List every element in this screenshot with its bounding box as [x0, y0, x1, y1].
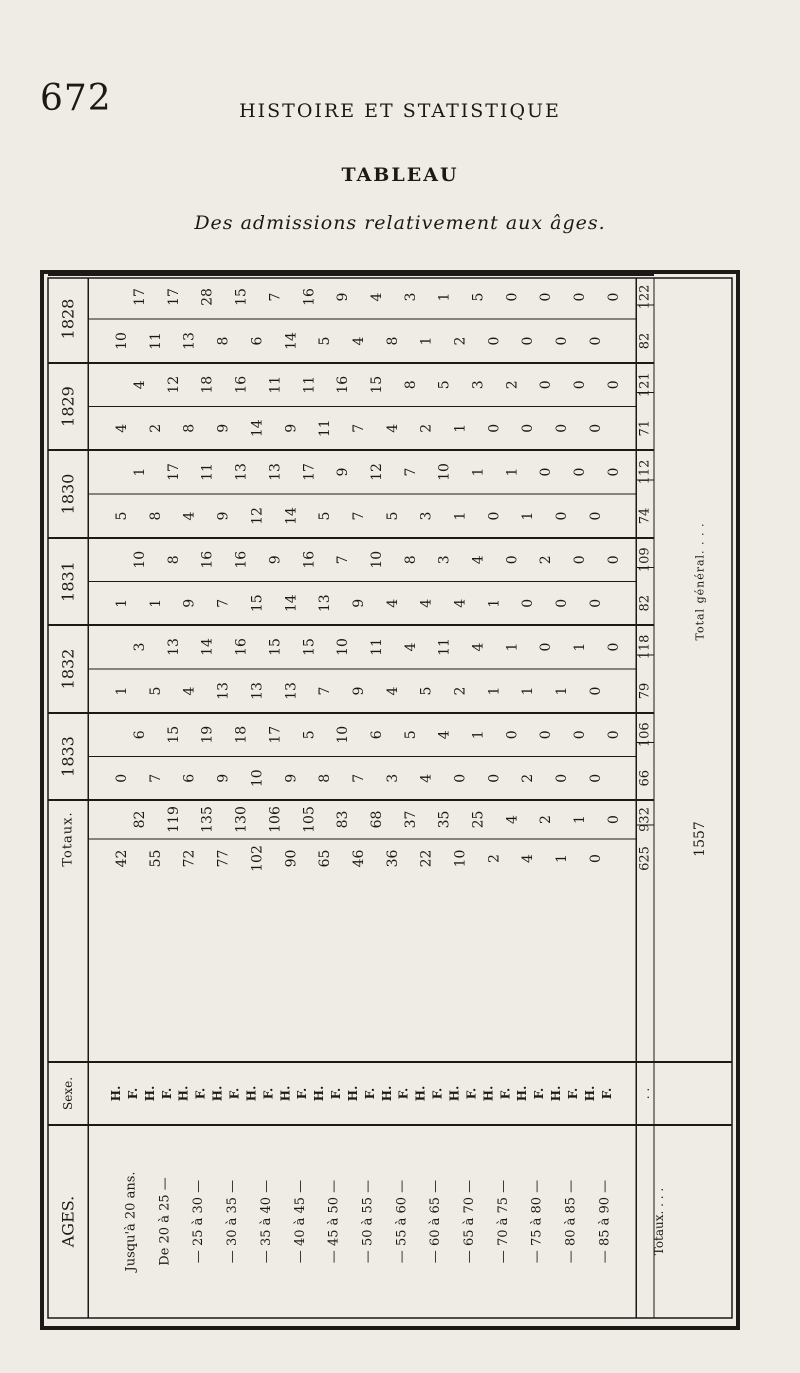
cell-men: 18	[233, 725, 250, 744]
cell-women: 6	[181, 773, 198, 783]
cell-women: 9	[350, 598, 367, 608]
cell-men: 0	[572, 380, 589, 390]
cell-women: 3	[418, 511, 435, 521]
cell-women: 7	[317, 686, 334, 696]
cell-men: 119	[165, 806, 182, 833]
cell-men: 4	[470, 555, 487, 565]
cell-women: 2	[486, 854, 503, 863]
general-total-label: Total général. . . .	[693, 522, 707, 641]
cell-women: 14	[283, 507, 300, 525]
cell-women: 2	[520, 773, 537, 783]
age-label: Jusqu'à 20 ans.	[123, 1171, 139, 1272]
sex-label: H.	[244, 1085, 259, 1102]
cell-men: 4	[470, 642, 487, 652]
total-women: 74	[637, 507, 653, 525]
cell-men: 0	[605, 555, 622, 565]
cell-women: 22	[418, 849, 435, 868]
cell-women: 0	[587, 336, 604, 346]
cell-men: 12	[165, 375, 182, 394]
cell-women: 1	[114, 686, 130, 696]
cell-men: 16	[335, 375, 352, 394]
cell-men: 2	[504, 380, 521, 390]
cell-men: 17	[165, 463, 182, 481]
year-header-1829: 1829	[58, 386, 78, 427]
cell-men: 25	[470, 810, 487, 829]
cell-men: 10	[335, 725, 352, 744]
cell-men: 105	[301, 806, 318, 833]
cell-women: 13	[215, 682, 232, 700]
cell-women: 8	[384, 336, 401, 346]
page-number: 672	[40, 78, 112, 119]
cell-women: 77	[215, 849, 232, 868]
age-label: — 65 à 70 —	[462, 1179, 477, 1264]
cell-women: 3	[384, 773, 401, 783]
cell-women: 5	[317, 336, 334, 346]
age-label: — 25 à 30 —	[191, 1179, 207, 1264]
cell-women: 4	[384, 598, 401, 608]
cell-men: 0	[504, 292, 521, 302]
total-women: 71	[637, 419, 653, 437]
cell-men: 0	[538, 642, 555, 652]
cell-women: 65	[317, 849, 334, 868]
cell-men: 4	[368, 292, 385, 302]
cell-women: 4	[350, 336, 367, 346]
cell-men: 11	[436, 638, 453, 656]
year-header-1831: 1831	[58, 561, 78, 602]
cell-men: 106	[267, 806, 284, 833]
cell-women: 1	[554, 686, 571, 696]
ages-header: AGES.	[58, 1195, 78, 1248]
cell-women: 1	[486, 686, 503, 696]
sex-label: F.	[261, 1087, 276, 1100]
cell-men: 2	[538, 555, 555, 565]
cell-women: 4	[418, 598, 435, 608]
cell-women: 2	[147, 423, 164, 433]
cell-women: 0	[452, 773, 469, 783]
cell-men: 11	[301, 375, 318, 394]
age-label: — 55 à 60 —	[394, 1179, 410, 1264]
cell-men: 3	[470, 380, 487, 390]
cell-women: 0	[486, 511, 503, 521]
cell-men: 28	[199, 288, 216, 306]
cell-men: 5	[402, 730, 419, 740]
cell-women: 7	[350, 511, 367, 521]
cell-women: 0	[554, 423, 571, 433]
cell-men: 0	[605, 642, 622, 652]
cell-men: 1	[504, 467, 521, 477]
cell-women: 0	[587, 773, 604, 783]
cell-men: 0	[572, 292, 589, 302]
sex-label: H.	[582, 1085, 597, 1102]
cell-men: 7	[267, 292, 284, 302]
table-subtitle: Des admissions relativement aux âges.	[194, 212, 606, 234]
total-men: 122	[637, 284, 653, 310]
cell-men: 16	[233, 550, 250, 569]
cell-women: 2	[452, 336, 469, 346]
cell-women: 42	[114, 849, 130, 868]
cell-women: 0	[554, 511, 571, 521]
sex-label: F.	[329, 1087, 344, 1100]
cell-women: 0	[587, 854, 604, 863]
sex-label: H.	[109, 1085, 123, 1102]
cell-men: 16	[301, 288, 318, 306]
cell-women: 1	[486, 598, 503, 608]
cell-women: 1	[520, 686, 537, 696]
cell-men: 15	[267, 638, 284, 656]
cell-women: 36	[384, 849, 401, 868]
cell-men: 15	[301, 638, 318, 656]
cell-men: 6	[368, 730, 385, 740]
cell-men: 3	[402, 292, 419, 302]
age-label: — 35 à 40 —	[258, 1179, 274, 1264]
cell-men: 5	[301, 730, 318, 740]
cell-women: 14	[283, 332, 300, 350]
cell-women: 0	[520, 423, 537, 433]
cell-women: 0	[587, 511, 604, 521]
age-label: — 40 à 45 —	[292, 1179, 308, 1264]
cell-women: 7	[147, 773, 164, 783]
age-label: — 70 à 75 —	[495, 1179, 511, 1264]
running-head: HISTOIRE ET STATISTIQUE	[239, 100, 561, 122]
sex-label: F.	[430, 1087, 445, 1100]
cell-women: 0	[587, 598, 604, 608]
sex-label: H.	[447, 1085, 462, 1102]
sex-label: F.	[125, 1087, 140, 1100]
year-header-1832: 1832	[58, 648, 78, 690]
cell-men: 9	[335, 467, 352, 477]
cell-men: 2	[538, 815, 555, 824]
sex-label: H.	[312, 1085, 327, 1102]
cell-women: 8	[147, 511, 164, 521]
sex-label: F.	[159, 1087, 174, 1100]
cell-men: 1	[504, 642, 521, 652]
sex-label: F.	[532, 1087, 547, 1100]
sex-label: F.	[193, 1087, 208, 1100]
cell-women: 6	[249, 336, 266, 346]
cell-women: 46	[350, 849, 367, 868]
cell-men: 15	[233, 288, 250, 306]
year-header-1828: 1828	[58, 298, 78, 340]
totals-header: Totaux.	[60, 811, 76, 867]
cell-women: 4	[520, 854, 537, 863]
cell-women: 11	[317, 419, 334, 438]
cell-women: 55	[147, 849, 164, 868]
sex-header: Sexe.	[61, 1076, 75, 1111]
cell-men: 0	[538, 467, 555, 477]
cell-women: 8	[181, 423, 198, 433]
cell-men: 1	[436, 292, 453, 302]
cell-men: 11	[267, 375, 284, 394]
cell-women: 8	[317, 773, 334, 783]
cell-women: 0	[520, 336, 537, 346]
cell-women: 7	[350, 773, 367, 783]
cell-men: 5	[436, 380, 453, 390]
age-label: — 60 à 65 —	[428, 1179, 444, 1264]
year-header-1833: 1833	[58, 736, 78, 777]
age-label: — 80 à 85 —	[563, 1179, 579, 1264]
cell-men: 11	[199, 463, 216, 481]
cell-men: 17	[301, 463, 318, 481]
total-women: 79	[637, 682, 653, 700]
cell-men: 0	[538, 292, 555, 302]
cell-men: 11	[368, 638, 385, 656]
sex-label: H.	[379, 1085, 394, 1102]
cell-women: 0	[486, 336, 503, 346]
cell-men: 10	[368, 550, 385, 569]
cell-men: 3	[436, 555, 453, 565]
cell-women: 0	[587, 686, 604, 696]
cell-women: 13	[283, 682, 300, 700]
cell-women: 0	[554, 336, 571, 346]
cell-women: 1	[147, 598, 164, 608]
cell-men: 1	[132, 467, 148, 477]
cell-women: 10	[114, 332, 130, 350]
cell-men: 82	[132, 810, 148, 829]
cell-women: 2	[418, 423, 435, 433]
sex-label: F.	[295, 1087, 310, 1100]
inner-frame	[48, 278, 732, 1318]
cell-men: 12	[368, 463, 385, 481]
cell-men: 10	[436, 463, 453, 481]
cell-women: 13	[317, 594, 334, 613]
sex-label: H.	[278, 1085, 293, 1102]
cell-women: 9	[181, 598, 198, 608]
cell-men: 4	[402, 642, 419, 652]
admissions-table	[40, 270, 740, 1330]
cell-men: 16	[199, 550, 216, 569]
cell-women: 4	[181, 686, 198, 696]
cell-women: 11	[147, 332, 164, 350]
general-total-value: 1557	[692, 821, 708, 857]
cell-men: 1	[572, 815, 589, 824]
cell-men: 16	[233, 638, 250, 656]
totals-row-label: Totaux. . . .	[652, 1187, 666, 1256]
cell-men: 0	[504, 555, 521, 565]
cell-men: 16	[233, 375, 250, 394]
cell-women: 13	[249, 682, 266, 700]
sex-label: H.	[515, 1085, 530, 1102]
cell-women: 72	[181, 849, 198, 868]
sex-label: F.	[362, 1087, 377, 1100]
age-label: — 85 à 90 —	[597, 1179, 613, 1264]
table-title: TABLEAU	[341, 164, 459, 186]
cell-women: 14	[283, 594, 300, 613]
cell-women: 8	[215, 336, 232, 346]
cell-men: 13	[233, 463, 250, 481]
cell-women: 5	[114, 511, 130, 521]
sex-label: H.	[142, 1085, 157, 1102]
cell-men: 16	[301, 550, 318, 569]
cell-women: 0	[554, 773, 571, 783]
cell-men: 6	[132, 730, 148, 740]
cell-women: 15	[249, 594, 266, 613]
total-women: 625	[637, 846, 653, 871]
cell-women: 5	[147, 686, 164, 696]
cell-men: 8	[165, 555, 182, 565]
cell-men: 130	[233, 806, 250, 833]
cell-men: 13	[267, 463, 284, 481]
cell-men: 0	[605, 730, 622, 740]
cell-men: 3	[132, 642, 148, 652]
cell-men: 9	[267, 555, 284, 565]
total-men: 121	[637, 372, 653, 398]
cell-women: 4	[384, 686, 401, 696]
cell-men: 68	[368, 810, 385, 829]
cell-men: 0	[605, 467, 622, 477]
cell-women: 1	[554, 854, 571, 863]
age-label: — 45 à 50 —	[326, 1179, 342, 1264]
cell-men: 0	[572, 730, 589, 740]
cell-men: 13	[165, 638, 182, 656]
cell-men: 5	[470, 292, 487, 302]
total-women: 82	[637, 332, 653, 350]
sex-label: H.	[210, 1085, 225, 1102]
sex-label: H.	[413, 1085, 428, 1102]
total-men: 932	[637, 807, 653, 832]
cell-women: 7	[215, 598, 232, 608]
cell-men: 35	[436, 810, 453, 829]
cell-men: 135	[199, 806, 216, 833]
total-men: 106	[637, 722, 653, 748]
sex-label: F.	[565, 1087, 580, 1100]
cell-men: 1	[572, 642, 589, 652]
cell-women: 9	[283, 423, 300, 433]
cell-women: 5	[384, 511, 401, 521]
cell-men: 0	[605, 815, 622, 824]
cell-women: 5	[317, 511, 334, 521]
cell-men: 8	[402, 555, 419, 565]
sex-label: F.	[498, 1087, 513, 1100]
sex-label: F.	[396, 1087, 411, 1100]
cell-men: 17	[165, 288, 182, 306]
total-women: 66	[637, 769, 653, 787]
cell-women: 0	[486, 423, 503, 433]
age-label: De 20 à 25 —	[157, 1177, 173, 1266]
year-header-1830: 1830	[58, 473, 78, 515]
cell-women: 4	[418, 773, 435, 783]
cell-women: 102	[249, 845, 266, 872]
cell-women: 90	[283, 849, 300, 868]
sex-label: F.	[227, 1087, 242, 1100]
cell-women: 4	[384, 423, 401, 433]
cell-women: 1	[114, 598, 130, 608]
age-label: — 50 à 55 —	[360, 1179, 376, 1264]
cell-women: 7	[350, 423, 367, 433]
cell-men: 14	[199, 638, 216, 656]
cell-women: 0	[520, 598, 537, 608]
cell-women: 4	[181, 511, 198, 521]
cell-men: 0	[538, 730, 555, 740]
cell-men: 19	[199, 725, 216, 744]
cell-men: 17	[132, 288, 148, 306]
cell-women: 1	[520, 511, 537, 521]
cell-women: 9	[283, 773, 300, 783]
cell-women: 9	[215, 423, 232, 433]
cell-men: 0	[538, 380, 555, 390]
cell-women: 9	[350, 686, 367, 696]
cell-men: 4	[436, 730, 453, 740]
cell-men: 10	[132, 550, 148, 569]
cell-women: 12	[249, 507, 266, 525]
cell-men: 10	[335, 638, 352, 656]
total-women: 82	[637, 594, 653, 612]
cell-women: 4	[114, 423, 130, 433]
total-men: 109	[637, 547, 653, 573]
cell-men: 15	[165, 725, 182, 744]
total-men: 118	[637, 634, 653, 660]
cell-men: 1	[470, 730, 487, 740]
cell-women: 5	[418, 686, 435, 696]
cell-men: 4	[132, 380, 148, 390]
cell-men: 9	[335, 292, 352, 302]
cell-women: 13	[181, 332, 198, 350]
age-label: — 75 à 80 —	[529, 1179, 545, 1264]
sex-label: F.	[464, 1087, 479, 1100]
cell-men: 15	[368, 375, 385, 394]
cell-women: 1	[452, 423, 469, 433]
cell-men: 4	[504, 815, 521, 824]
cell-men: 18	[199, 375, 216, 394]
cell-women: 0	[486, 773, 503, 783]
cell-women: 4	[452, 598, 469, 608]
sex-label: H.	[176, 1085, 191, 1102]
cell-men: 0	[605, 292, 622, 302]
cell-women: 0	[114, 773, 130, 783]
cell-women: 1	[418, 336, 435, 346]
cell-men: 7	[335, 555, 352, 565]
cell-men: 0	[572, 555, 589, 565]
cell-women: 2	[452, 686, 469, 696]
cell-women: 10	[452, 849, 469, 868]
cell-men: 0	[504, 730, 521, 740]
cell-men: 0	[605, 380, 622, 390]
age-label: — 30 à 35 —	[225, 1179, 241, 1264]
cell-women: 9	[215, 511, 232, 521]
sex-label: F.	[599, 1087, 614, 1100]
sex-label: H.	[345, 1085, 360, 1102]
sex-label: H.	[481, 1085, 496, 1102]
cell-men: 1	[470, 467, 487, 477]
sex-label: H.	[549, 1085, 564, 1102]
cell-women: 10	[249, 769, 266, 788]
cell-women: 14	[249, 419, 266, 438]
cell-women: 0	[587, 423, 604, 433]
cell-men: 37	[402, 810, 419, 829]
cell-women: 1	[452, 511, 469, 521]
total-men: 112	[637, 459, 653, 485]
cell-men: 83	[335, 810, 352, 829]
cell-men: 8	[402, 380, 419, 390]
cell-men: 0	[572, 467, 589, 477]
cell-men: 7	[402, 467, 419, 477]
cell-women: 9	[215, 773, 232, 783]
cell-women: 0	[554, 598, 571, 608]
sex-dots: . .	[638, 1087, 652, 1100]
cell-men: 17	[267, 725, 284, 744]
